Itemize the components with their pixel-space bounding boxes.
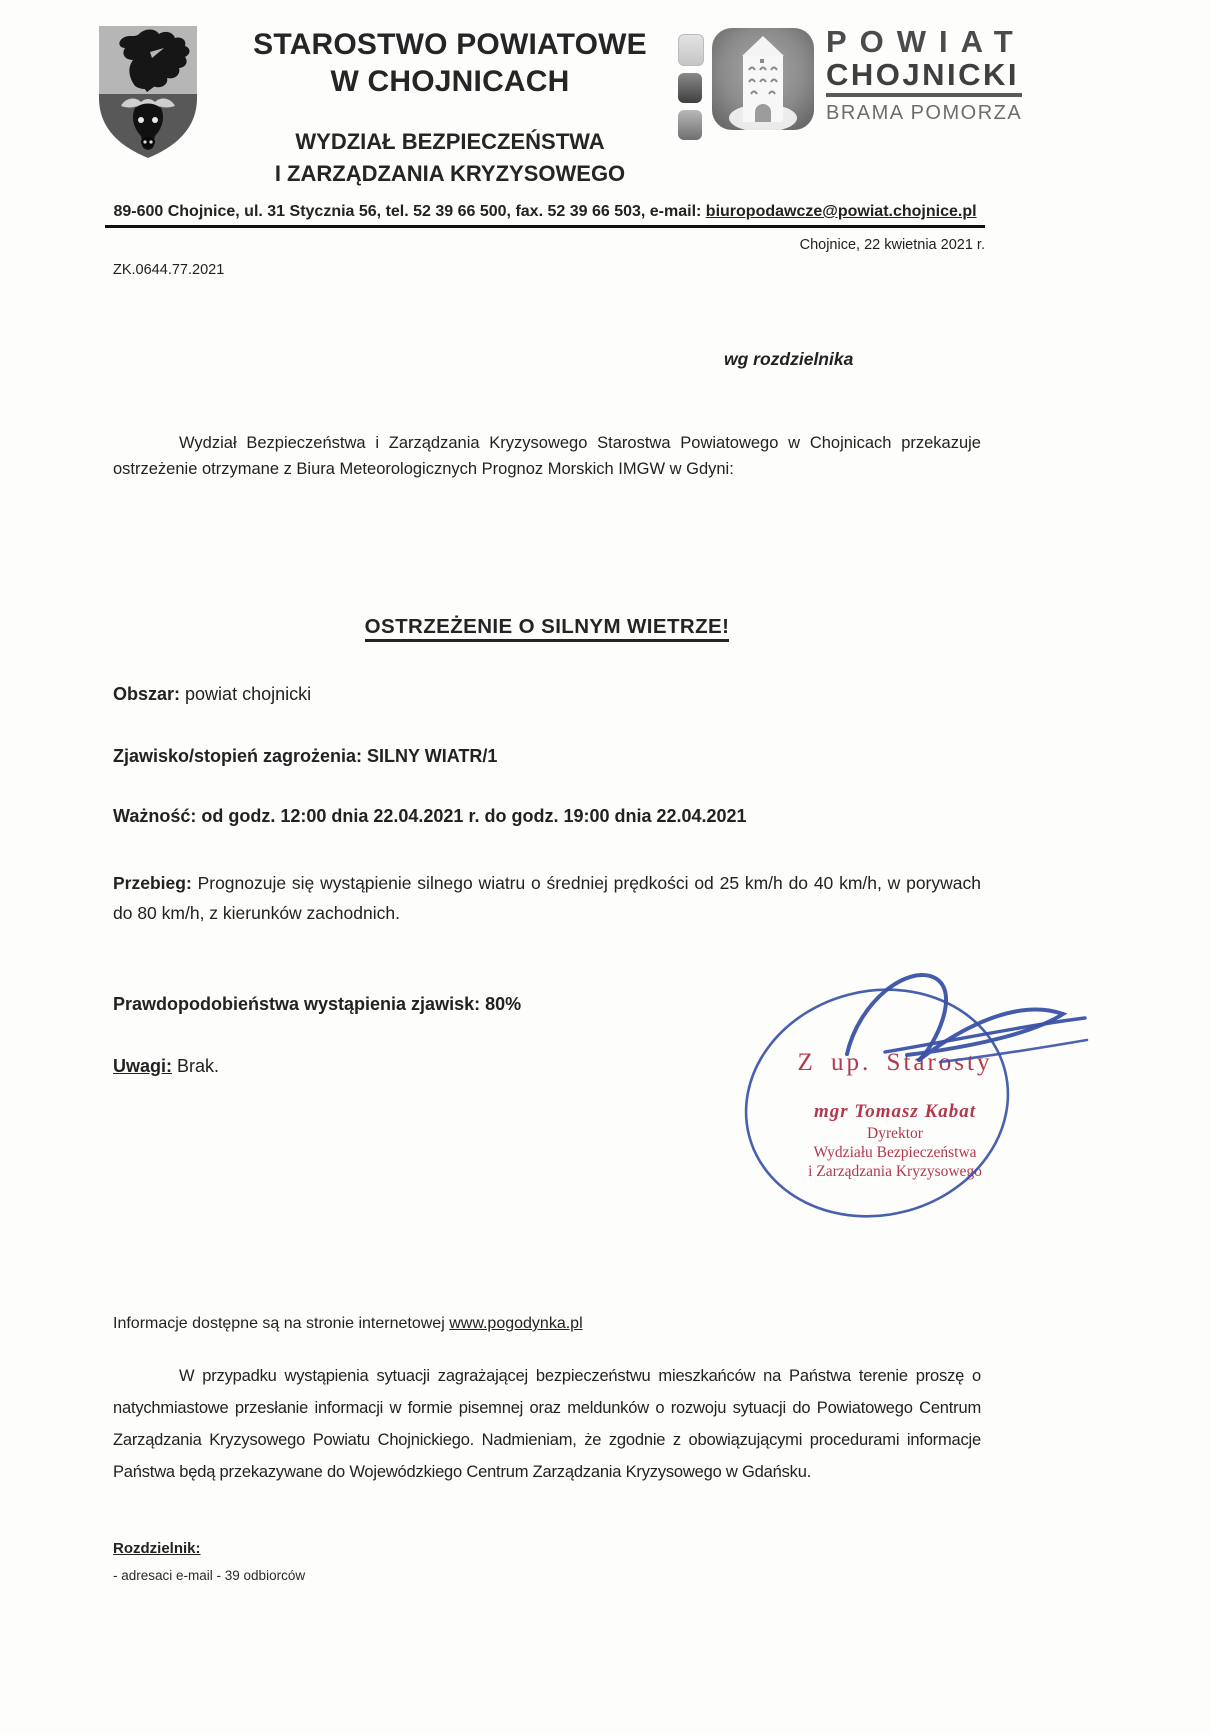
field-area-value: powiat chojnicki [180,684,312,704]
gate-tower-icon [710,26,816,132]
letterhead [205,26,695,190]
contact-email-link: biuropodawcze@powiat.chojnice.pl [705,203,977,220]
field-course [113,868,981,928]
coat-of-arms-icon [95,24,201,160]
contact-text: 89-600 Chojnice, ul. 31 Stycznia 56, tel. 52 39 66 500, fax. 52 39 66 503, e-mail: [113,203,706,220]
closing-paragraph: W przypadku wystąpienia sytuacji zagrażającej bezpieczeństwu mieszkańców na Państwa terenie proszę o natychmiastowe przesłanie informacji w formie pisemnej oraz meldunków o rozwoju sytuacji do Powiatowego Centrum Zarządzania Kryzysowego Powiatu Chojnickiego. Nadmieniam, że zgodnie z obowiązującymi procedurami informacje Państwa będą przekazywane do Wojewódzkiego Centrum Zarządzania Kryzysowego w Gdańsku. [113,1367,981,1481]
field-area [113,684,311,705]
logo-squares-icon [678,34,704,147]
field-probability-label: Prawdopodobieństwa wystąpienia zjawisk: [113,994,481,1014]
logo-underline [826,93,1022,97]
reference-number: ZK.0644.77.2021 [113,262,225,278]
distribution-value: - adresaci e-mail - 39 odbiorców [113,1568,306,1583]
intro-paragraph: Wydział Bezpieczeństwa i Zarządzania Kryzysowego Starostwa Powiatowego w Chojnicach przekazuje ostrzeżenie otrzymane z Biura Meteorologicznych Prognoz Morskich IMGW w Gdyni: [113,434,981,478]
info-line [113,1315,583,1333]
field-remarks-value: Brak. [172,1056,220,1076]
field-course-label: Przebieg: [113,873,192,893]
dept-name [205,126,695,190]
field-probability [113,994,521,1015]
place-date: Chojnice, 22 kwietnia 2021 r. [799,237,985,253]
stamp-title: Dyrektor [867,1125,923,1142]
org-name-line2: W CHOJNICACH [330,65,570,98]
stamp-signer-name: mgr Tomasz Kabat [813,1101,977,1122]
field-course-value: Prognozuje się wystąpienie silnego wiatru o średniej prędkości od 25 km/h do 40 km/h, w porywach do 80 km/h, z kierunków zachodnich. [113,873,981,923]
official-stamp [745,1048,1045,1181]
stamp-dept-line2: i Zarządzania Kryzysowego [808,1163,982,1180]
stamp-authority: Z up. Starosty [797,1049,993,1076]
distribution-label: Rozdzielnik: [113,1540,201,1557]
field-area-label: Obszar: [113,684,181,704]
stamp-dept-line1: Wydziału Bezpieczeństwa [813,1144,977,1161]
pogodynka-link: www.pogodynka.pl [449,1315,583,1332]
field-probability-value: 80% [480,994,522,1014]
field-validity: Ważność: od godz. 12:00 dnia 22.04.2021 r. do godz. 19:00 dnia 22.04.2021 [113,806,747,826]
org-name-line1: STAROSTWO POWIATOWE [253,28,647,61]
field-remarks [113,1056,219,1077]
warning-title: OSTRZEŻENIE O SILNYM WIETRZE! [365,615,730,642]
logo-brama-text: BRAMA POMORZA [826,102,1023,124]
addressee: wg rozdzielnika [724,349,854,369]
logo-powiat-text: POWIAT [826,24,1026,59]
dept-line1: WYDZIAŁ BEZPIECZEŃSTWA [295,129,605,154]
logo-chojnicki-text: CHOJNICKI [826,57,1020,92]
info-text: Informacje dostępne są na stronie internetowej [113,1315,450,1332]
contact-line [105,203,985,228]
powiat-chojnicki-logo [678,24,1026,136]
dept-line2: I ZARZĄDZANIA KRYZYSOWEGO [274,161,626,186]
field-remarks-label: Uwagi: [113,1056,173,1076]
field-phenomenon: Zjawisko/stopień zagrożenia: SILNY WIATR/1 [113,746,498,766]
warning-title-wrap [113,615,981,639]
